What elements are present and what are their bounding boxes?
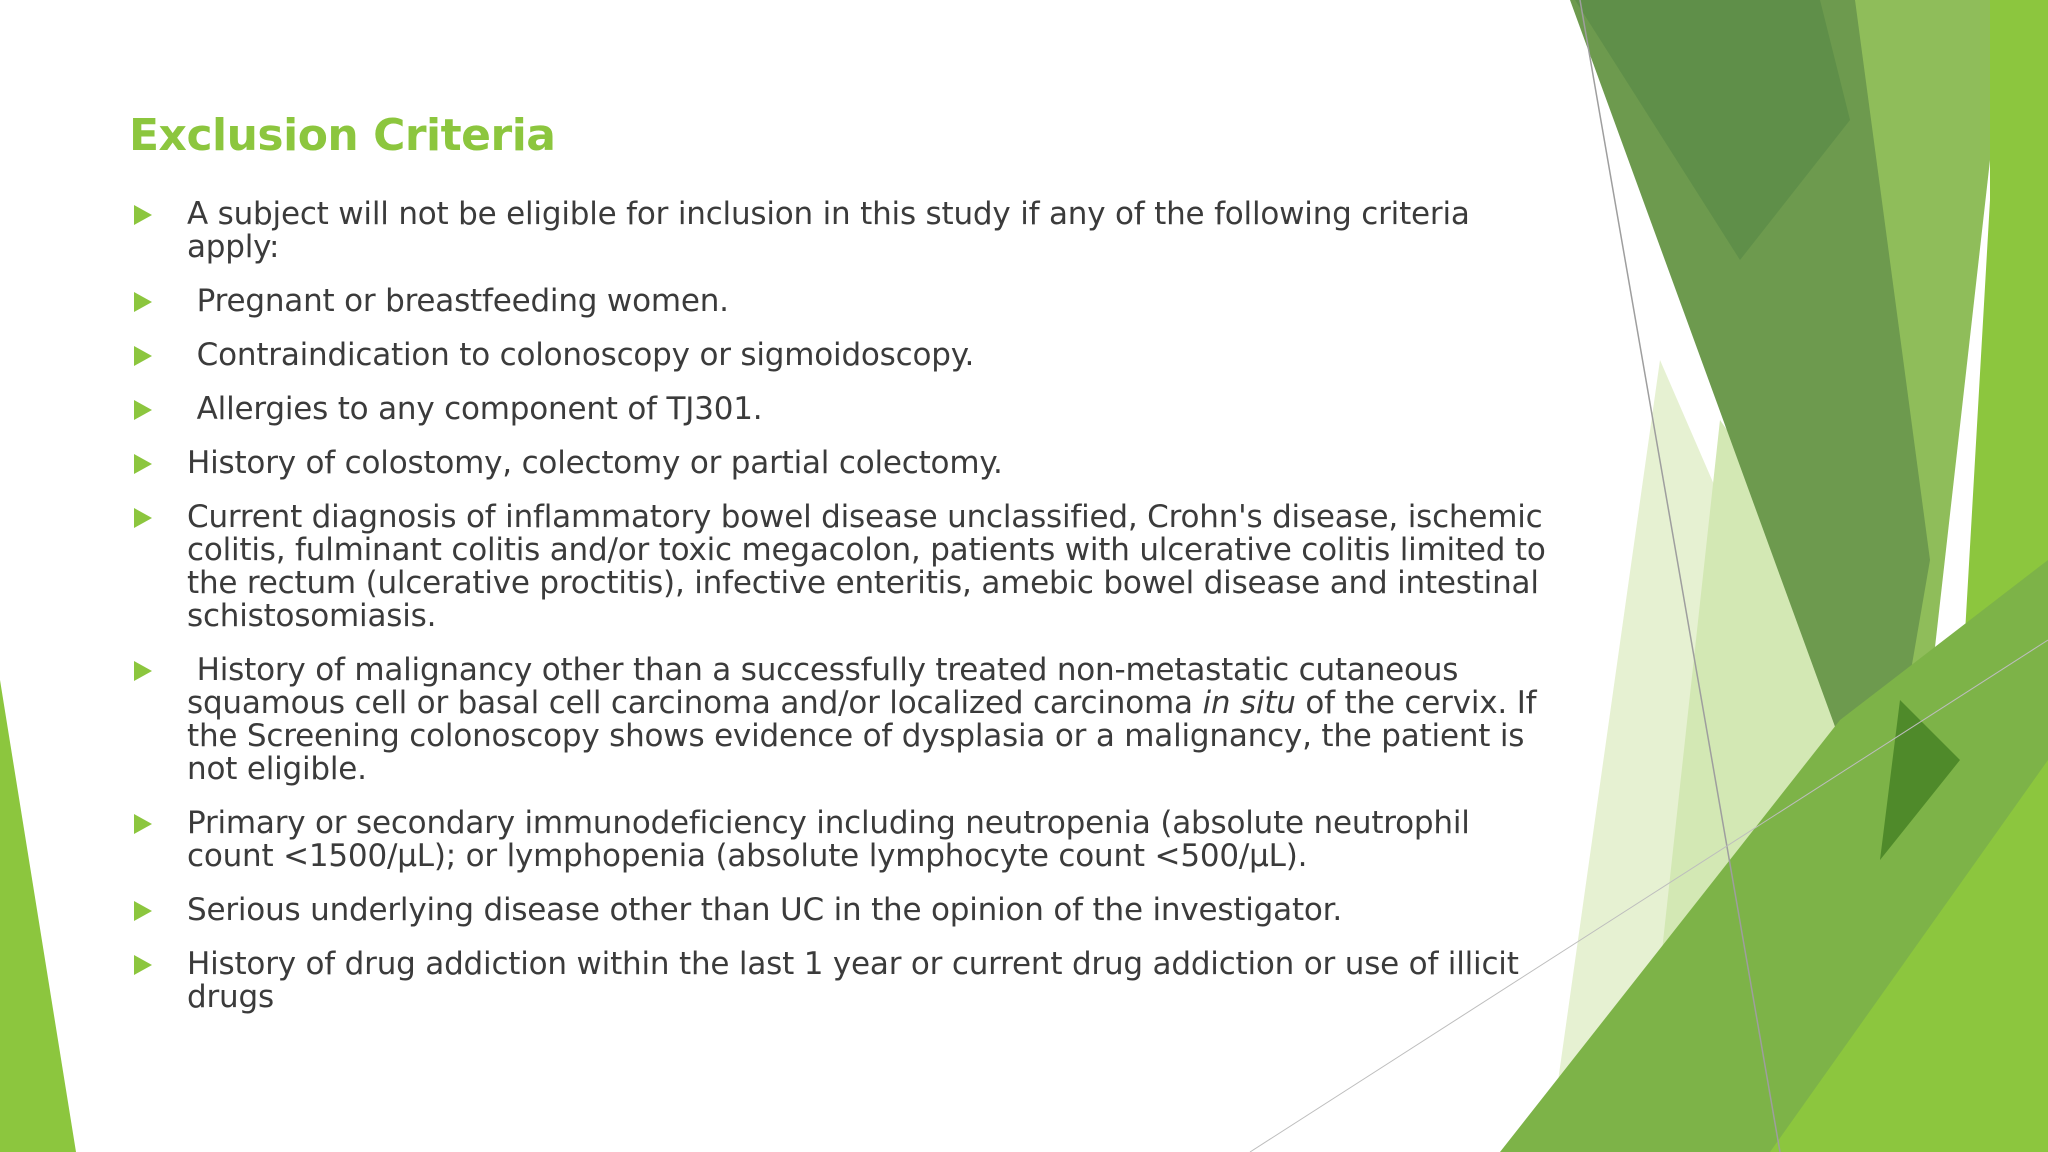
bullet-text-after: of the cervix. If the Screening colonoscopy shows evidence of dysplasia or a malignancy, the patient is not eligible. (187, 685, 1547, 787)
list-item (130, 447, 1550, 480)
left-sliver-shape (0, 680, 76, 1152)
bullet-text: Contraindication to colonoscopy or sigmoidoscopy. (187, 337, 975, 373)
list-item (130, 285, 1550, 318)
bullet-text: Current diagnosis of inflammatory bowel disease unclassified, Crohn's disease, ischemic colitis, fulminant colitis and/or toxic megacolon, patients with ulcerative colitis limited to the rectum (ulcerative proctitis), infective enteritis, amebic bowel disease and intestinal schistosomiasis. (187, 499, 1546, 634)
triangle-right-icon (134, 292, 152, 312)
triangle-right-icon (134, 661, 152, 681)
list-item (130, 501, 1550, 633)
bullet-text: Allergies to any component of TJ301. (187, 391, 763, 427)
bullet-text: Pregnant or breastfeeding women. (187, 283, 729, 319)
list-item (130, 339, 1550, 372)
list-item (130, 948, 1550, 1014)
list-item (130, 807, 1550, 873)
bullet-text: History of drug addiction within the last 1 year or current drug addiction or use of illicit drugs (187, 946, 1519, 1015)
triangle-right-icon (134, 814, 152, 834)
triangle-right-icon (134, 205, 152, 225)
bullet-text: A subject will not be eligible for inclusion in this study if any of the following criteria apply: (187, 196, 1470, 265)
triangle-right-icon (134, 346, 152, 366)
triangle-right-icon (134, 454, 152, 474)
bullet-text-before: History of malignancy other than a successfully treated non-metastatic cutaneous squamous cell or basal cell carcinoma and/or localized carcinoma (187, 652, 1468, 721)
triangle-right-icon (134, 955, 152, 975)
bullet-text: History of colostomy, colectomy or partial colectomy. (187, 445, 1003, 481)
list-item (130, 393, 1550, 426)
slide-title: Exclusion Criteria (129, 110, 556, 161)
triangle-right-icon (134, 400, 152, 420)
list-item (130, 894, 1550, 927)
bullet-text: Serious underlying disease other than UC in the opinion of the investigator. (187, 892, 1343, 928)
exclusion-criteria-list (130, 198, 1550, 1035)
bullet-text: Primary or secondary immunodeficiency including neutropenia (absolute neutrophil count <1500/μL); or lymphopenia (absolute lymphocyte count <500/μL). (187, 805, 1470, 874)
triangle-right-icon (134, 508, 152, 528)
list-item (130, 198, 1550, 264)
triangle-right-icon (134, 901, 152, 921)
bullet-text-italic: in situ (1202, 685, 1296, 721)
list-item (130, 654, 1550, 786)
